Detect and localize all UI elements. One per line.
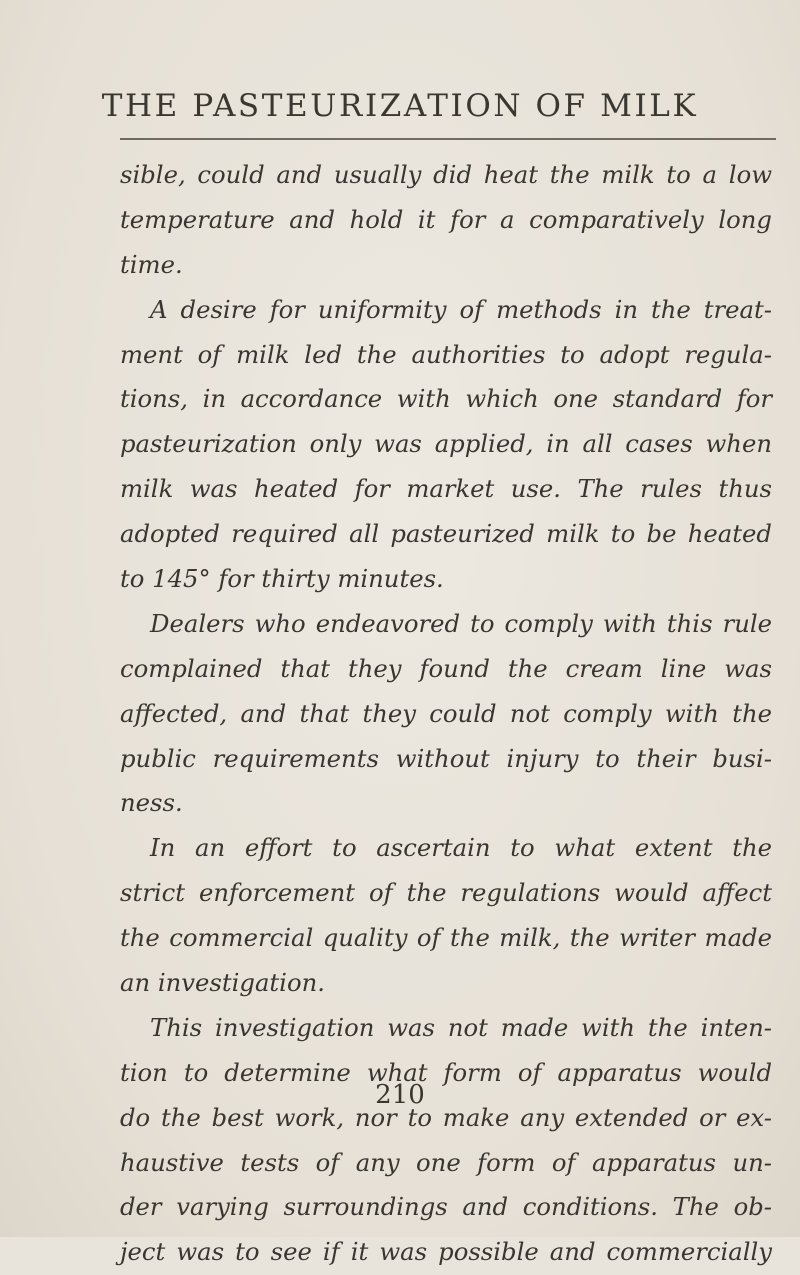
text-line: der varying surroundings and conditions. The ob-: [120, 1192, 772, 1222]
paragraph-first-line: This investigation was not made with the inten-: [150, 1012, 772, 1042]
text-line: the commercial quality of the milk, the writer made: [120, 923, 772, 953]
text-line: adopted required all pasteurized milk to be heated: [120, 519, 772, 549]
paragraph-first-line: Dealers who endeavored to comply with this rule: [150, 608, 772, 638]
text-line: ject was to see if it was possible and commercially: [120, 1237, 772, 1267]
text-line: affected, and that they could not comply with the: [120, 698, 772, 728]
text-line: tions, in accordance with which one standard for: [120, 384, 772, 414]
text-line: temperature and hold it for a comparatively long: [120, 204, 772, 234]
text-line: strict enforcement of the regulations would affect: [120, 878, 772, 908]
text-line: public requirements without injury to their busi-: [120, 743, 772, 773]
text-line: to 145° for thirty minutes.: [120, 564, 444, 594]
text-line: complained that they found the cream line was: [120, 653, 772, 683]
page-number: 210: [375, 1080, 425, 1110]
text-line: pasteurization only was applied, in all cases when: [120, 429, 772, 459]
paragraph-first-line: A desire for uniformity of methods in the treat-: [150, 294, 772, 324]
text-line: ment of milk led the authorities to adopt regula-: [120, 339, 772, 369]
running-header: THE PASTEURIZATION OF MILK: [101, 88, 699, 124]
header-rule: [120, 138, 776, 140]
text-line: haustive tests of any one form of apparatus un-: [120, 1147, 772, 1177]
text-line: sible, could and usually did heat the milk to a low: [120, 160, 772, 189]
text-line: an investigation.: [120, 968, 325, 998]
text-line: ness.: [120, 788, 183, 818]
text-line: time.: [120, 249, 183, 279]
text-line: do the best work, nor to make any extended or ex-: [120, 1102, 772, 1132]
text-line: tion to determine what form of apparatus would: [120, 1057, 772, 1087]
text-line: milk was heated for market use. The rules thus: [120, 474, 772, 504]
paragraph-first-line: In an effort to ascertain to what extent the: [150, 833, 772, 863]
